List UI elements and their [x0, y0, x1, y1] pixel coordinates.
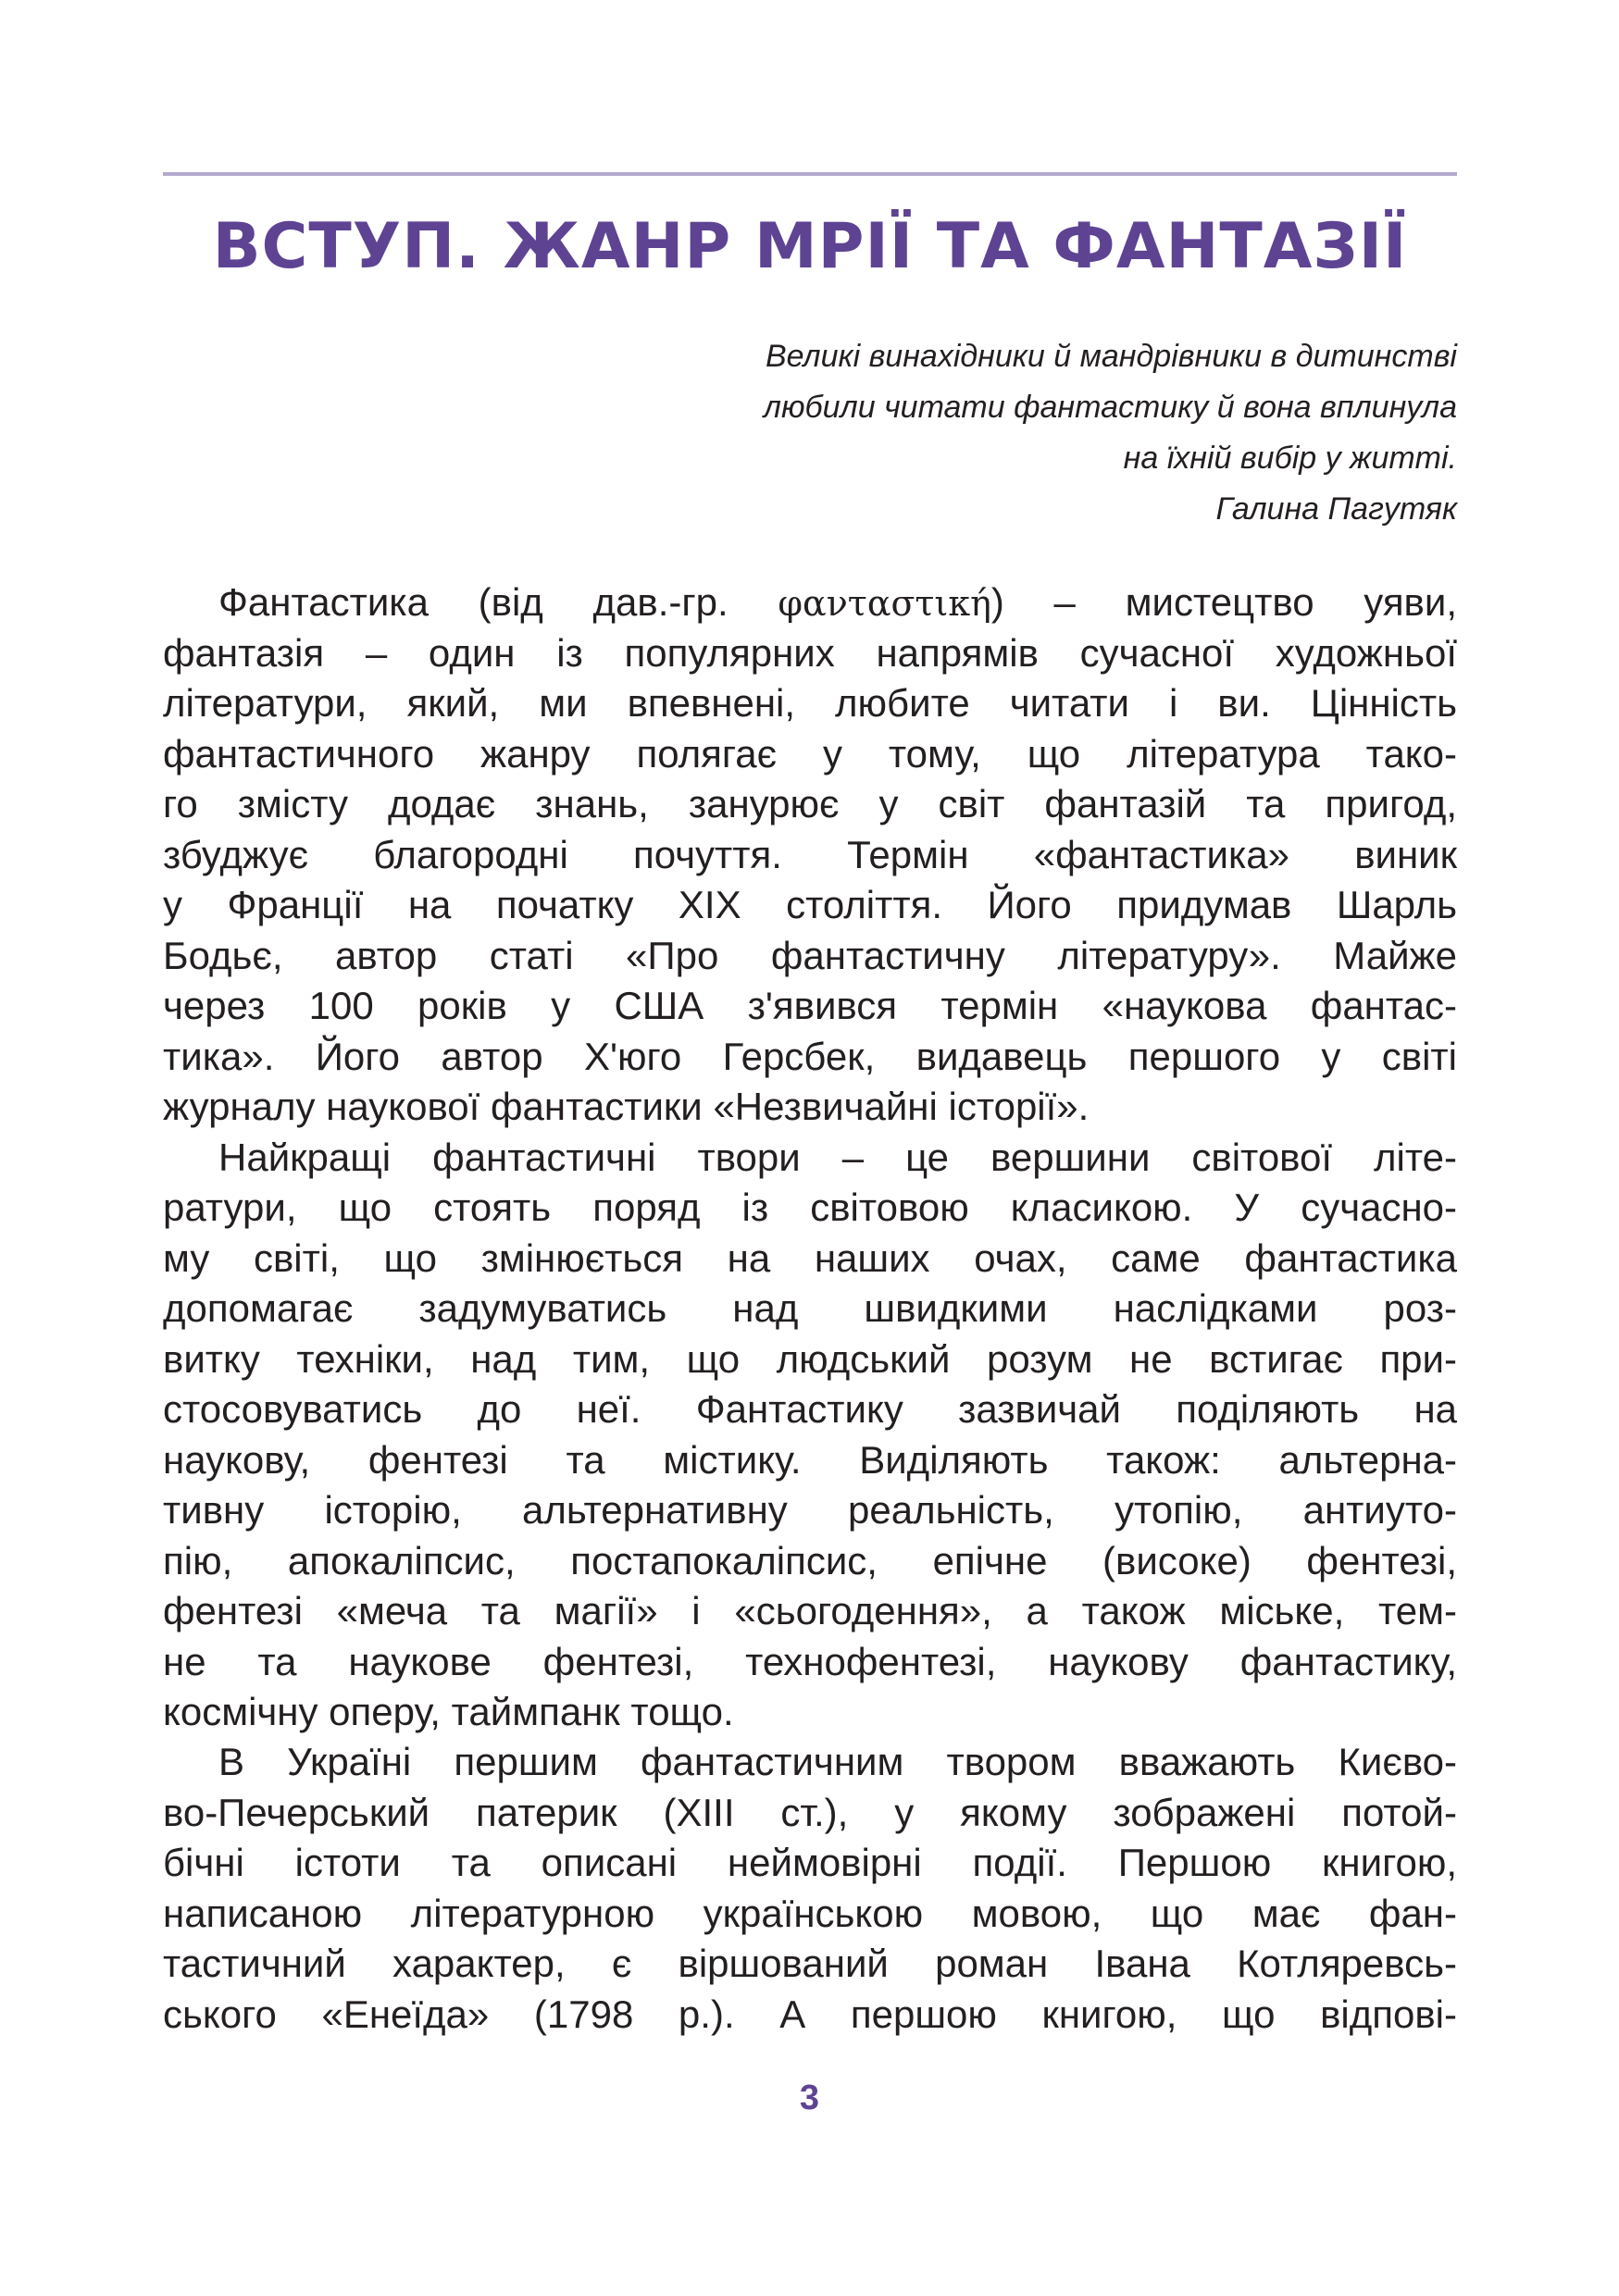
- paragraph-line: тика». Його автор Х'юго Герсбек, видавець першого у світі: [163, 1034, 1457, 1078]
- paragraph-line: космічну оперу, таймпанк тощо.: [163, 1690, 734, 1733]
- body-text-block: [163, 577, 1457, 1738]
- paragraph-line: Бодьє, автор статі «Про фантастичну літературу». Майже: [163, 933, 1457, 977]
- epigraph-author: Галина Пагутяк: [1215, 491, 1457, 527]
- epigraph: [439, 331, 1457, 535]
- paragraph-line: журналу наукової фантастики «Незвичайні історії».: [163, 1085, 1090, 1128]
- paragraph-line: фентезі «меча та магії» і «сьогодення», а також міське, тем-: [163, 1589, 1457, 1632]
- paragraph-line: стосовуватись до неї. Фантастику зазвичай поділяють на: [163, 1387, 1457, 1431]
- epigraph-line: на їхній вибір у житті.: [1123, 441, 1457, 476]
- paragraph-line: тивну історію, альтернативну реальність, утопію, антиуто-: [163, 1488, 1457, 1532]
- paragraph-line: Найкращі фантастичні твори – це вершини світової літе-: [218, 1135, 1457, 1179]
- paragraph-line: написаною літературною українською мовою, що має фан-: [163, 1891, 1457, 1935]
- paragraph-line: го змісту додає знань, занурює у світ фантазій та пригод,: [163, 782, 1457, 825]
- chapter-title: ВСТУП. ЖАНР МРІЇ ТА ФАНТАЗІЇ: [212, 210, 1408, 283]
- paragraph-line: літератури, який, ми впевнені, любите читати і ви. Цінність: [163, 681, 1457, 725]
- paragraph-line: пію, апокаліпсис, постапокаліпсис, епічне (високе) фентезі,: [163, 1538, 1457, 1582]
- paragraph-line: фантазія – один із популярних напрямів сучасної художньої: [163, 630, 1457, 675]
- page-number: 3: [799, 2079, 820, 2117]
- paragraph-line: ратури, що стоять поряд із світовою класикою. У сучасно-: [163, 1185, 1457, 1229]
- paragraph-line: бічні істоти та описані неймовірні події. Першою книгою,: [163, 1841, 1457, 1884]
- paragraph-line: допомагає задумуватись над швидкими наслідками роз-: [163, 1286, 1457, 1330]
- paragraph-line: фантастичного жанру полягає у тому, що література тако-: [163, 731, 1457, 776]
- paragraph-line: не та наукове фентезі, технофентезі, наукову фантастику,: [163, 1639, 1457, 1683]
- epigraph-line: Великі винахідники й мандрівники в дитинстві: [765, 339, 1457, 374]
- paragraph-line: через 100 років у США з'явився термін «наукова фантас-: [163, 984, 1457, 1027]
- paragraph-line: тастичний характер, є віршований роман Івана Котляревсь-: [163, 1942, 1457, 1985]
- paragraph-line: збуджує благородні почуття. Термін «фантастика» виник: [163, 832, 1457, 876]
- paragraph-line: витку техніки, над тим, що людський розум не встигає при-: [163, 1336, 1457, 1381]
- paragraph-line: у Франції на початку ХІХ століття. Його придумав Шарль: [163, 883, 1457, 926]
- top-divider: [163, 172, 1457, 176]
- paragraph-line: наукову, фентезі та містику. Виділяють також: альтерна-: [163, 1437, 1457, 1482]
- greek-term: φανταστική: [778, 583, 991, 624]
- epigraph-line: любили читати фантастику й вона вплинула: [763, 390, 1457, 425]
- paragraph-line: Фантастика (від дав.-гр. φανταστική) – мистецтво уяви,: [218, 580, 1458, 624]
- paragraph-line: В Україні першим фантастичним твором вважають Києво-: [218, 1740, 1457, 1783]
- body-text-block: [163, 1737, 1457, 2040]
- paragraph-line: му світі, що змінюється на наших очах, саме фантастика: [163, 1235, 1457, 1280]
- paragraph-line: во-Печерський патерик (ХІІІ ст.), у якому зображені потой-: [163, 1790, 1457, 1834]
- paragraph-line: ського «Енеїда» (1798 р.). А першою книгою, що відпові-: [163, 1992, 1457, 2036]
